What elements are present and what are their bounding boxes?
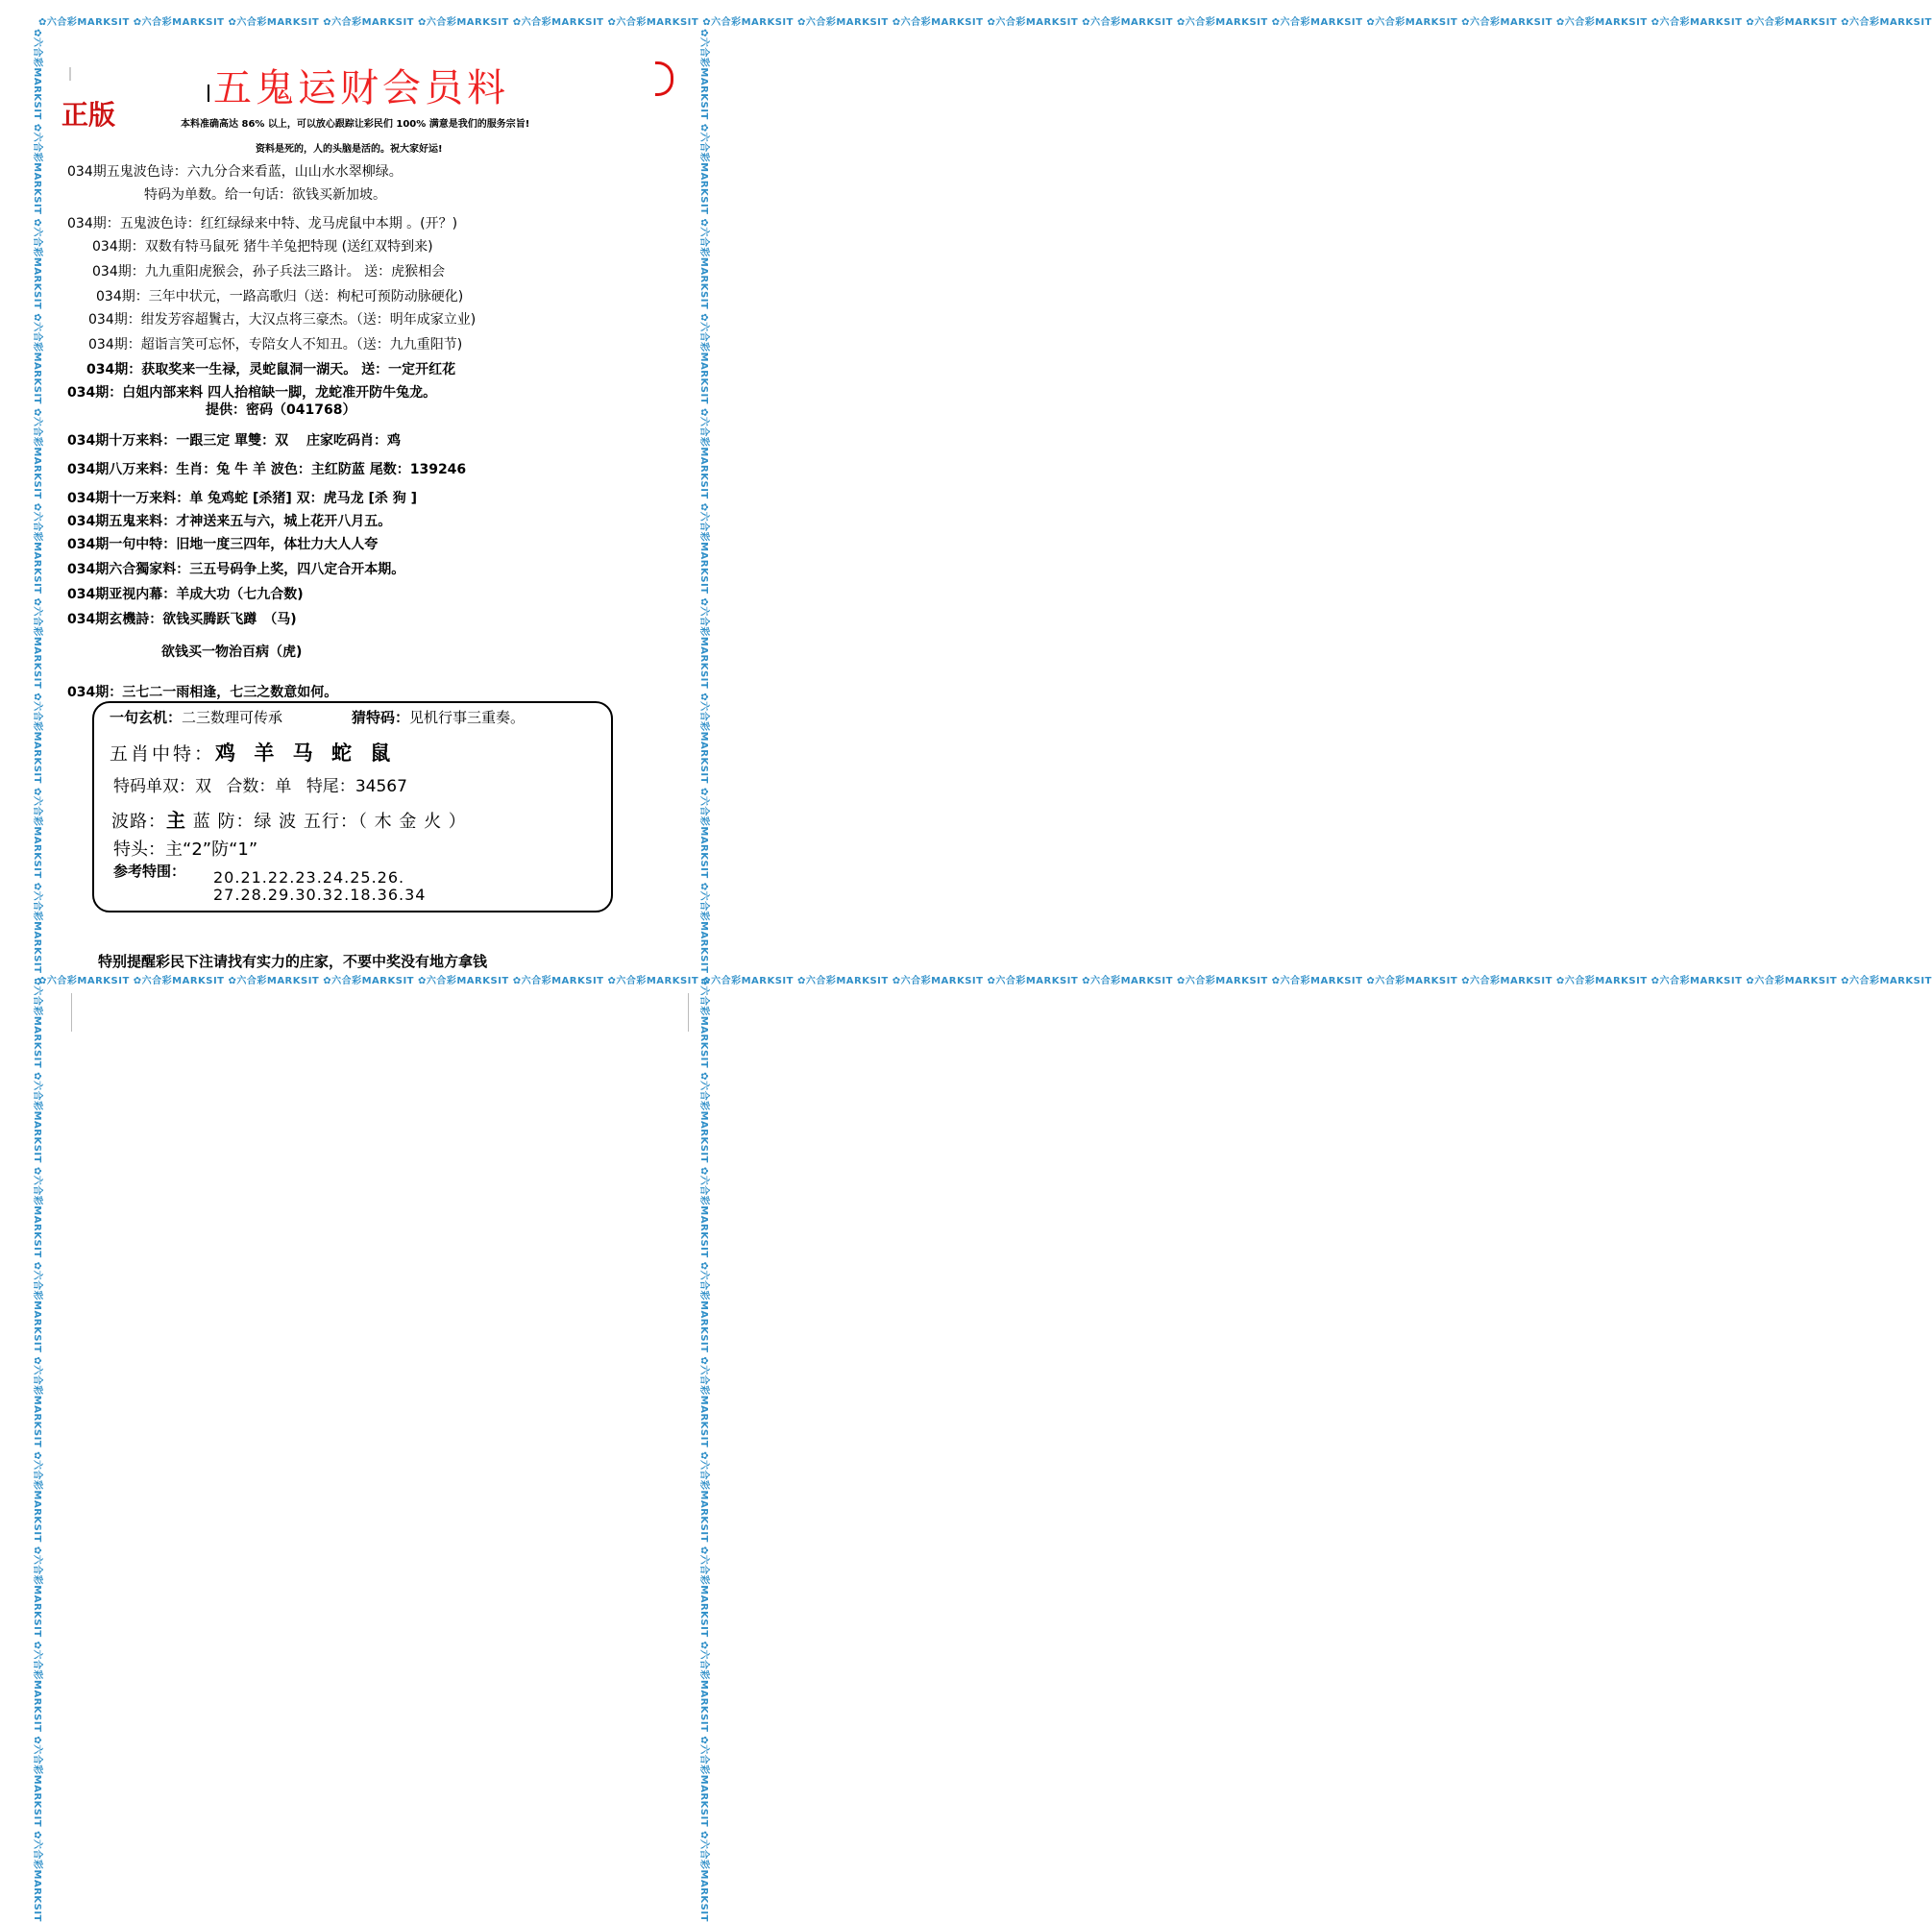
border-bottom-watermark: ✿六合彩MARKSIT ✿六合彩MARKSIT ✿六合彩MARKSIT ✿六合彩MARKSIT ✿六合彩MARKSIT ✿六合彩MARKSIT ✿六合彩MARKSIT ✿六合彩MARKSIT ✿六合彩MARKSIT ✿六合彩MARKSIT ✿六合彩MARKSIT ✿六合彩MARKSIT ✿六合彩MARKSIT ✿六合彩MARKSIT ✿六合彩MARKSIT ✿六合彩MARKSIT ✿六合彩MARKSIT ✿六合彩MARKSIT ✿六合彩MARKSIT ✿六合彩MARKSIT bbox=[38, 976, 1932, 986]
tetou-row bbox=[113, 836, 257, 861]
bolu-row bbox=[111, 805, 467, 833]
line-16: 034期一句中特：旧地一度三四年，体壮力大人人夸 bbox=[67, 537, 379, 552]
edition-label: 正版 bbox=[61, 99, 116, 131]
footer-note: 特别提醒彩民下注请找有实力的庄家，不要中奖没有地方拿钱 bbox=[98, 953, 488, 970]
line-18: 034期亚视内幕：羊成大功（七九合数) bbox=[67, 587, 304, 602]
slogan-line-2: 资料是死的，人的头脑是活的。祝大家好运! bbox=[256, 144, 443, 155]
line-7: 034期：绀发芳容超鬒古，大汉点将三豪杰。（送：明年成家立业) bbox=[88, 312, 477, 328]
line-8: 034期：超诣言笑可忘怀，专陪女人不知丑。（送：九九重阳节) bbox=[88, 337, 463, 353]
slogan-line-1: 本料准确高达 86% 以上，可以放心跟踪让彩民们 100% 满意是我们的服务宗旨! bbox=[181, 119, 530, 130]
bolu-label: 波路： bbox=[111, 812, 166, 832]
heshu-value: 单 bbox=[275, 777, 292, 796]
line-6: 034期：三年中状元，一路高歌归（送：枸杞可预防动脉硬化) bbox=[96, 289, 464, 304]
page-corner-right bbox=[688, 993, 689, 1032]
line-13: 034期八万来料：生肖：兔 牛 羊 波色：主红防蓝 尾数：139246 bbox=[67, 462, 467, 477]
caite-value: 见机行事三重奏。 bbox=[409, 709, 526, 726]
tewei-value: 34567 bbox=[355, 777, 407, 796]
cankao-label: 参考特围： bbox=[113, 863, 186, 880]
line-10: 034期：白姐内部来料 四人抬棺缺一脚，龙蛇准开防牛兔龙。 bbox=[67, 385, 437, 401]
border-left-watermark: ✿六合彩MARKSIT ✿六合彩MARKSIT ✿六合彩MARKSIT ✿六合彩MARKSIT ✿六合彩MARKSIT ✿六合彩MARKSIT ✿六合彩MARKSIT ✿六合彩MARKSIT ✿六合彩MARKSIT ✿六合彩MARKSIT ✿六合彩MARKSIT ✿六合彩MARKSIT ✿六合彩MARKSIT ✿六合彩MARKSIT ✿六合彩MARKSIT ✿六合彩MARKSIT ✿六合彩MARKSIT ✿六合彩MARKSIT ✿六合彩MARKSIT ✿六合彩MARKSIT bbox=[32, 29, 42, 1922]
yiju-row bbox=[110, 707, 282, 727]
yiju-label: 一句玄机： bbox=[110, 709, 183, 726]
bolu-main: 主 bbox=[166, 809, 186, 832]
line-2: 特码为单数。给一句话：欲钱买新加坡。 bbox=[144, 187, 386, 203]
line-1: 034期五鬼波色诗：六九分合来看蓝，山山水水翠柳绿。 bbox=[67, 164, 403, 180]
line-5: 034期：九九重阳虎猴会，孙子兵法三路计。 送：虎猴相会 bbox=[92, 264, 446, 280]
line-12: 034期十万来料：一跟三定 單雙：双 庄家吃码肖：鸡 bbox=[67, 433, 401, 449]
line-15: 034期五鬼来料：才神送来五与六，城上花开八月五。 bbox=[67, 514, 392, 529]
yiju-value: 二三数理可传承 bbox=[182, 709, 283, 726]
line-20: 欲钱买一物治百病（虎) bbox=[161, 645, 303, 660]
line-19: 034期玄機詩：欲钱买腾跃飞蹲 （马) bbox=[67, 612, 297, 627]
wuxiao-row bbox=[110, 738, 396, 766]
caite-row bbox=[352, 707, 525, 727]
title-cursor-bar bbox=[208, 85, 209, 102]
wuxiao-label: 五肖中特： bbox=[110, 743, 216, 765]
danshuang-row bbox=[113, 772, 407, 796]
line-17: 034期六合獨家料：三五号码争上奖，四八定合开本期。 bbox=[67, 562, 405, 577]
bolu-value: 蓝 防：绿 波 五行：（ 木 金 火 ） bbox=[192, 812, 467, 832]
line-4: 034期：双数有特马鼠死 猪牛羊兔把特现 (送红双特到来) bbox=[92, 239, 433, 255]
page-mark bbox=[69, 67, 71, 81]
page-title: 五鬼运财会员料 bbox=[213, 66, 509, 110]
tetou-label: 特头： bbox=[113, 839, 165, 860]
page-corner-left bbox=[71, 993, 72, 1032]
border-top-watermark: ✿六合彩MARKSIT ✿六合彩MARKSIT ✿六合彩MARKSIT ✿六合彩MARKSIT ✿六合彩MARKSIT ✿六合彩MARKSIT ✿六合彩MARKSIT ✿六合彩MARKSIT ✿六合彩MARKSIT ✿六合彩MARKSIT ✿六合彩MARKSIT ✿六合彩MARKSIT ✿六合彩MARKSIT ✿六合彩MARKSIT ✿六合彩MARKSIT ✿六合彩MARKSIT ✿六合彩MARKSIT ✿六合彩MARKSIT ✿六合彩MARKSIT ✿六合彩MARKSIT bbox=[38, 17, 1932, 28]
danshuang-value: 双 bbox=[195, 777, 211, 796]
line-21: 034期：三七二一雨相逢，七三之数意如何。 bbox=[67, 685, 338, 700]
heshu-label: 合数： bbox=[226, 777, 276, 796]
danshuang-label: 特码单双： bbox=[113, 777, 195, 796]
caite-label: 猜特码： bbox=[352, 709, 410, 726]
tewei-label: 特尾： bbox=[306, 777, 355, 796]
cankao-row-1: 20.21.22.23.24.25.26. bbox=[213, 868, 405, 887]
wuxiao-value: 鸡 羊 马 蛇 鼠 bbox=[215, 742, 397, 765]
line-11: 提供：密码（041768） bbox=[206, 402, 356, 418]
tetou-value: 主“2”防“1” bbox=[165, 839, 258, 860]
red-arc-mark bbox=[655, 61, 673, 96]
border-right-watermark: ✿六合彩MARKSIT ✿六合彩MARKSIT ✿六合彩MARKSIT ✿六合彩MARKSIT ✿六合彩MARKSIT ✿六合彩MARKSIT ✿六合彩MARKSIT ✿六合彩MARKSIT ✿六合彩MARKSIT ✿六合彩MARKSIT ✿六合彩MARKSIT ✿六合彩MARKSIT ✿六合彩MARKSIT ✿六合彩MARKSIT ✿六合彩MARKSIT ✿六合彩MARKSIT ✿六合彩MARKSIT ✿六合彩MARKSIT ✿六合彩MARKSIT ✿六合彩MARKSIT bbox=[698, 29, 709, 1922]
line-3: 034期：五鬼波色诗：红红绿绿来中特、龙马虎鼠中本期 。(开？) bbox=[67, 216, 458, 231]
line-9: 034期：获取奖来一生禄，灵蛇鼠洞一湖天。 送：一定开红花 bbox=[86, 362, 456, 377]
line-14: 034期十一万来料：单 兔鸡蛇 [杀猪] 双：虎马龙 [杀 狗 ] bbox=[67, 491, 418, 506]
cankao-row-2: 27.28.29.30.32.18.36.34 bbox=[213, 886, 427, 904]
